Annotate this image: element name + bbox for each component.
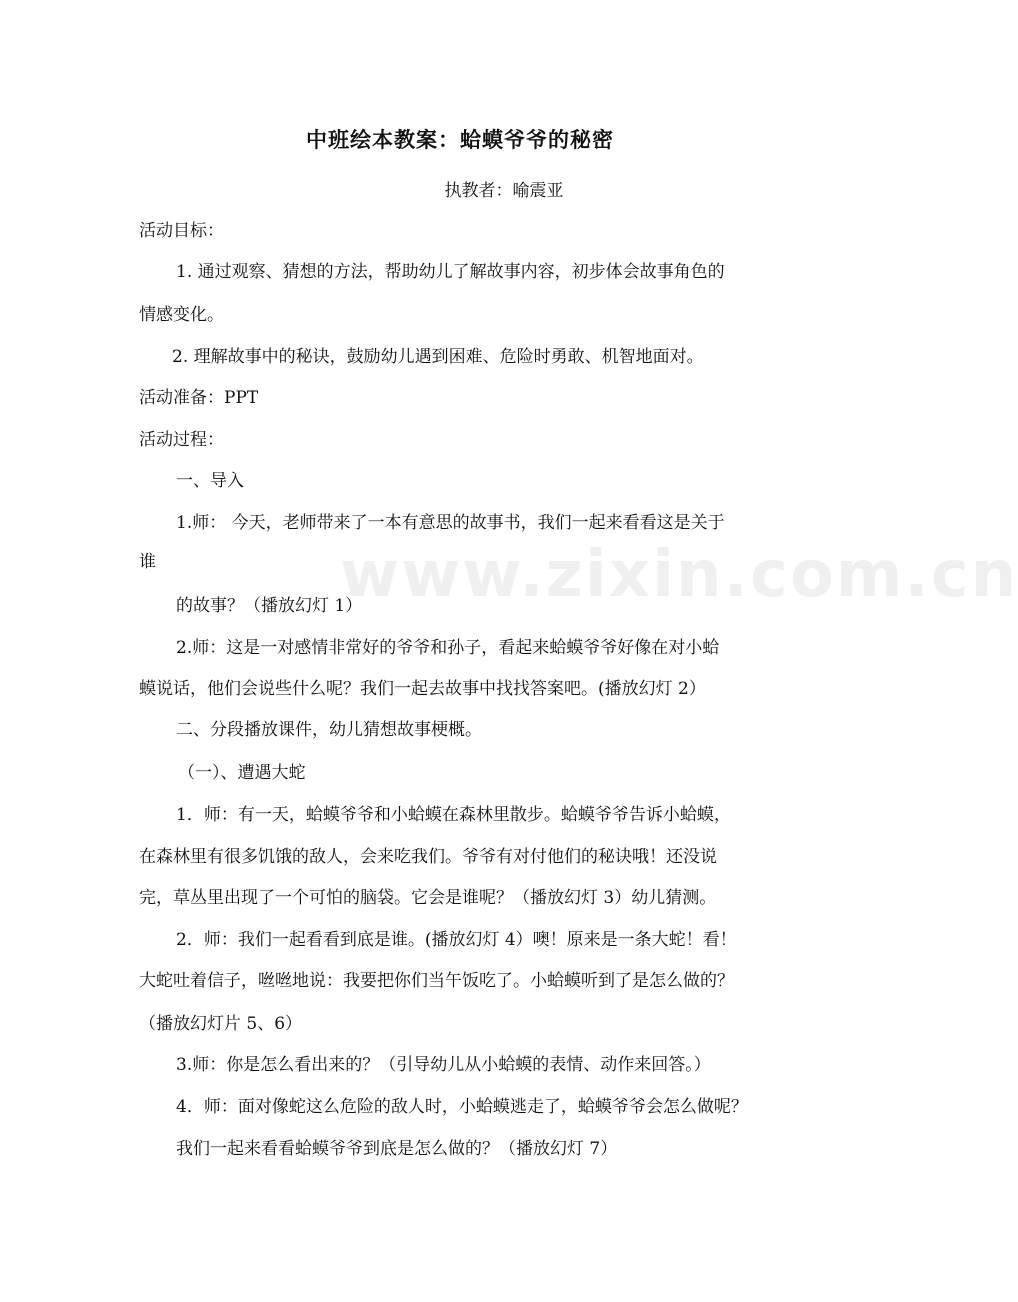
paragraph-line: 4．师：面对像蛇这么危险的敌人时，小蛤蟆逃走了，蛤蟆爷爷会怎么做呢？ bbox=[176, 1097, 748, 1117]
paragraph-line: 2．师：我们一起看看到底是谁。(播放幻灯 4）噢！原来是一条大蛇！看！ bbox=[176, 930, 737, 950]
paragraph-line: 的故事？（播放幻灯 1） bbox=[176, 596, 363, 616]
paragraph-line: 1.师： 今天，老师带来了一本有意思的故事书，我们一起来看看这是关于 bbox=[176, 513, 725, 533]
document-title: 中班绘本教案：蛤蟆爷爷的秘密 bbox=[306, 127, 614, 152]
watermark: www.zixin.com.cn bbox=[340, 538, 1018, 612]
author-line: 执教者：喻震亚 bbox=[444, 181, 564, 201]
goal-item-1-cont: 情感变化。 bbox=[139, 305, 224, 325]
paragraph-line: 3.师：你是怎么看出来的？（引导幼儿从小蛤蟆的表情、动作来回答。） bbox=[176, 1055, 711, 1075]
paragraph-line: 在森林里有很多饥饿的敌人，会来吃我们。爷爷有对付他们的秘诀哦！还没说 bbox=[139, 847, 717, 867]
paragraph-line: 我们一起来看看蛤蟆爷爷到底是怎么做的？（播放幻灯 7） bbox=[176, 1139, 618, 1159]
goal-item-2: 2. 理解故事中的秘诀，鼓励幼儿遇到困难、危险时勇敢、机智地面对。 bbox=[172, 347, 704, 367]
paragraph-line: （播放幻灯片 5、6） bbox=[139, 1014, 303, 1034]
paragraph-line: 1．师：有一天，蛤蟆爷爷和小蛤蟆在森林里散步。蛤蟆爷爷告诉小蛤蟆， bbox=[176, 805, 731, 825]
goal-item-1: 1. 通过观察、猜想的方法，帮助幼儿了解故事内容，初步体会故事角色的 bbox=[176, 262, 725, 282]
paragraph-line: 蟆说话，他们会说些什么呢？我们一起去故事中找找答案吧。(播放幻灯 2） bbox=[139, 679, 706, 699]
subsection-intro: 一、导入 bbox=[176, 471, 244, 491]
section-heading-goals: 活动目标： bbox=[139, 221, 224, 241]
paragraph-line: 2.师：这是一对感情非常好的爷爷和孙子，看起来蛤蟆爷爷好像在对小蛤 bbox=[176, 638, 720, 658]
paragraph-line: 谁 bbox=[139, 552, 156, 572]
paragraph-line: 完，草丛里出现了一个可怕的脑袋。它会是谁呢？（播放幻灯 3）幼儿猜测。 bbox=[139, 888, 717, 908]
paragraph-line: 大蛇吐着信子，咝咝地说：我要把你们当午饭吃了。小蛤蟆听到了是怎么做的？ bbox=[139, 971, 734, 991]
subsection-segments: 二、分段播放课件，幼儿猜想故事梗概。 bbox=[176, 720, 482, 740]
section-heading-process: 活动过程： bbox=[139, 430, 224, 450]
section-heading-prep: 活动准备：PPT bbox=[139, 388, 259, 408]
subsection-snake: （一）、遭遇大蛇 bbox=[178, 763, 306, 783]
